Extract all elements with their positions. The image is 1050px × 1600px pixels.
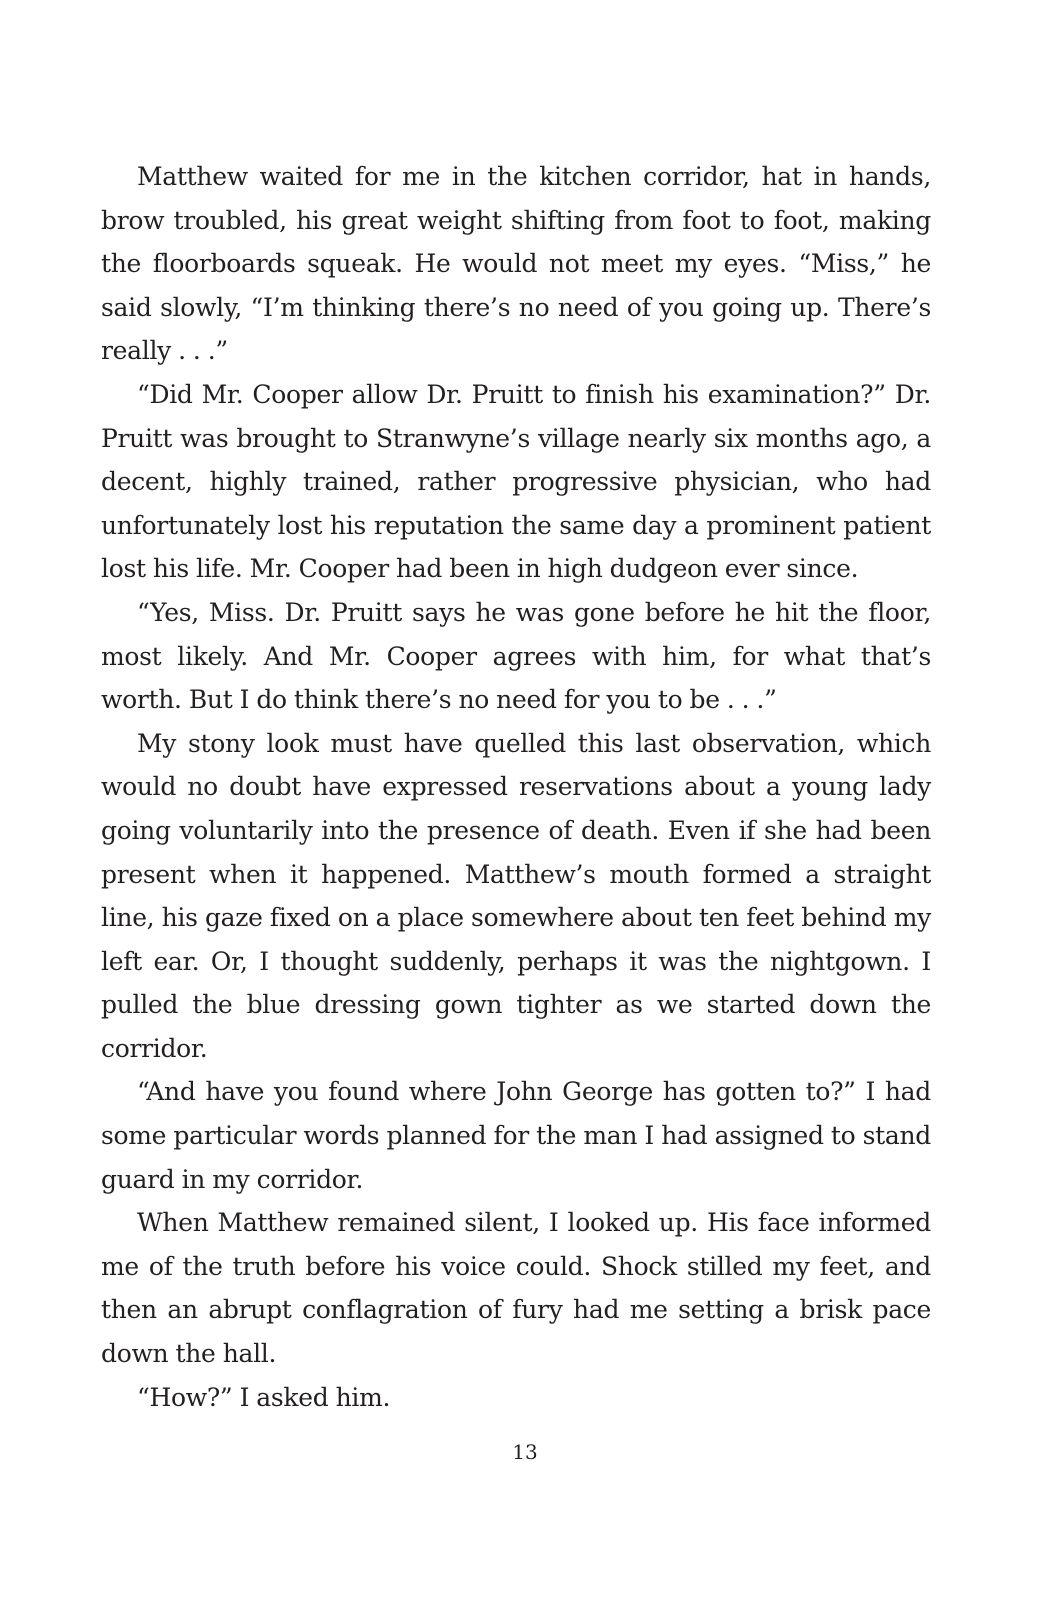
paragraph: “How?” I asked him. bbox=[137, 1382, 391, 1412]
paragraph: “And have you found where John George has gotten to?” I had some particular words planned for the man I had assigned to stand guard in my corridor. bbox=[101, 1077, 931, 1194]
page-number: 13 bbox=[512, 1440, 538, 1464]
paragraph: “Yes, Miss. Dr. Pruitt says he was gone before he hit the floor, most likely. And Mr. Cooper agrees with him, for what that’s worth. But I do think there’s no need for you to be . . .” bbox=[101, 597, 931, 715]
paragraph: When Matthew remained silent, I looked up. His face informed me of the truth before his voice could. Shock stilled my feet, and then an abrupt conflagration of fury had me setting a brisk pace down the hall. bbox=[101, 1208, 931, 1369]
paragraph: My stony look must have quelled this last observation, which would no doubt have expressed reservations about a young lady going voluntarily into the presence of death. Even if she had been present when it happened. Matthew’s mouth formed a straight line, his gaze fixed on a place somewhere about ten feet behind my left ear. Or, I thought suddenly, perhaps it was the nightgown. I pulled the blue dressing gown tighter as we started down the corridor. bbox=[101, 728, 931, 1063]
paragraph: Matthew waited for me in the kitchen corridor, hat in hands, brow troubled, his great weight shifting from foot to foot, making the floorboards squeak. He would not meet my eyes. “Miss,” he said slowly, “I’m thinking there’s no need of you going up. There’s really . . .” bbox=[101, 162, 931, 366]
body-text bbox=[101, 155, 931, 1419]
paragraph: “Did Mr. Cooper allow Dr. Pruitt to finish his examination?” Dr. Pruitt was brought to Stranwyne’s village nearly six months ago, a decent, highly trained, rather progressive physician, who had unfortunately lost his reputation the same day a prominent patient lost his life. Mr. Cooper had been in high dudgeon ever since. bbox=[101, 379, 931, 584]
